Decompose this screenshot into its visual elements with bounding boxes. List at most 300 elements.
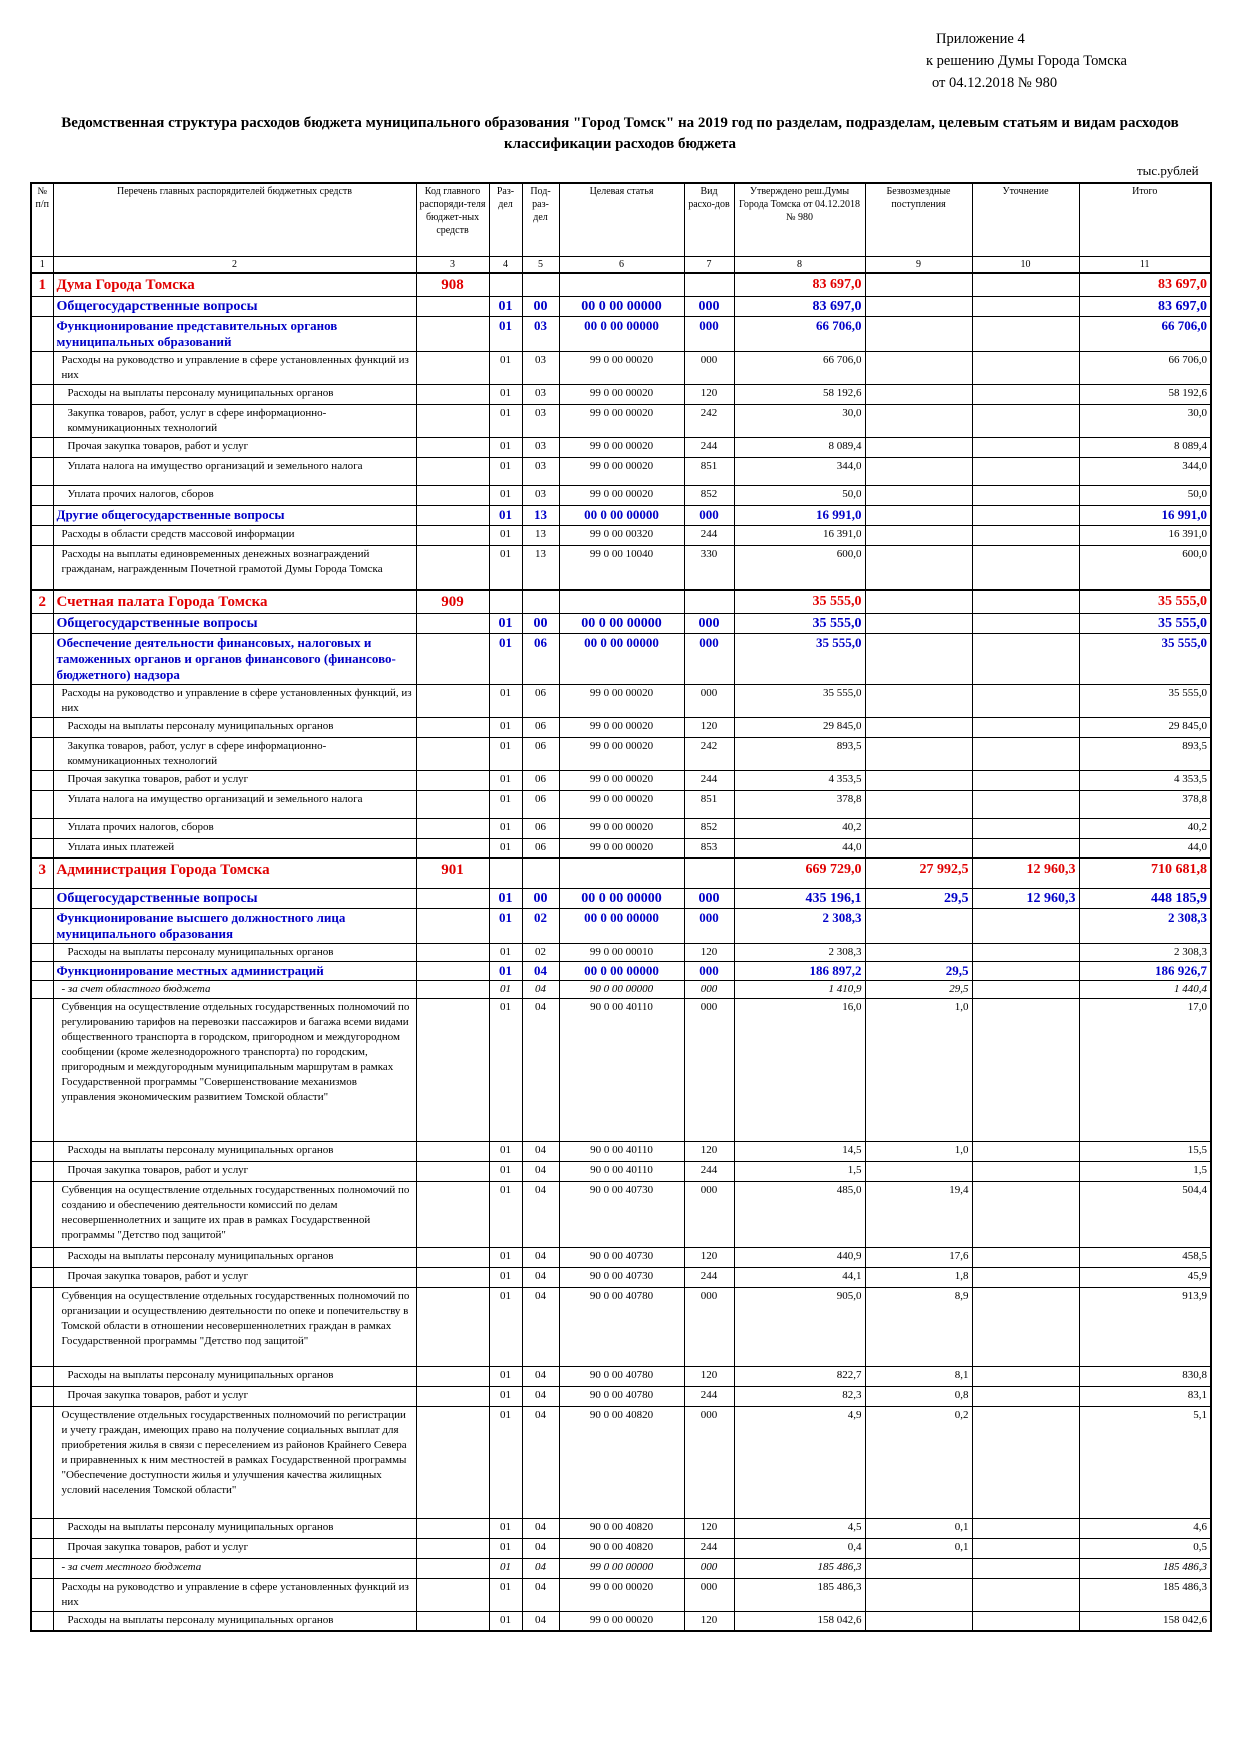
admin-code-cell <box>416 438 489 458</box>
adjustment-amount-cell: 12 960,3 <box>972 888 1079 908</box>
admin-code-cell <box>416 405 489 438</box>
table-row <box>31 908 1211 943</box>
grants-amount-cell <box>865 317 972 352</box>
expense-type-cell: 120 <box>684 1518 734 1538</box>
grants-amount-cell <box>865 737 972 770</box>
column-number: 10 <box>972 257 1079 274</box>
approved-amount-cell: 66 706,0 <box>734 317 865 352</box>
row-name-cell: - за счет областного бюджета <box>53 980 416 998</box>
table-header-row <box>31 183 1211 257</box>
grants-amount-cell <box>865 526 972 546</box>
adjustment-amount-cell <box>972 506 1079 526</box>
table-row <box>31 1406 1211 1518</box>
row-number-cell <box>31 888 53 908</box>
section-code-cell: 01 <box>489 1141 522 1161</box>
adjustment-amount-cell <box>972 273 1079 297</box>
column-number: 2 <box>53 257 416 274</box>
total-amount-cell: 29 845,0 <box>1079 717 1211 737</box>
grants-amount-cell <box>865 297 972 317</box>
column-number: 1 <box>31 257 53 274</box>
table-row <box>31 317 1211 352</box>
subsection-code-cell: 06 <box>522 717 559 737</box>
total-amount-cell: 66 706,0 <box>1079 317 1211 352</box>
table-row <box>31 737 1211 770</box>
table-row <box>31 1518 1211 1538</box>
row-name-cell: Расходы на руководство и управление в сфере установленных функций, из них <box>53 684 416 717</box>
table-row <box>31 1247 1211 1267</box>
row-number-cell <box>31 1141 53 1161</box>
total-amount-cell: 35 555,0 <box>1079 684 1211 717</box>
expense-type-cell: 851 <box>684 790 734 818</box>
approved-amount-cell: 14,5 <box>734 1141 865 1161</box>
total-amount-cell: 44,0 <box>1079 838 1211 858</box>
table-row <box>31 980 1211 998</box>
total-amount-cell: 58 192,6 <box>1079 385 1211 405</box>
adjustment-amount-cell <box>972 458 1079 486</box>
approved-amount-cell: 44,0 <box>734 838 865 858</box>
section-code-cell: 01 <box>489 613 522 633</box>
approved-amount-cell: 669 729,0 <box>734 858 865 888</box>
adjustment-amount-cell <box>972 385 1079 405</box>
approved-amount-cell: 378,8 <box>734 790 865 818</box>
header-cell: Вид расхо-дов <box>684 183 734 257</box>
grants-amount-cell: 19,4 <box>865 1181 972 1247</box>
target-article-cell <box>559 858 684 888</box>
admin-code-cell <box>416 546 489 590</box>
row-number-cell <box>31 998 53 1141</box>
total-amount-cell: 830,8 <box>1079 1366 1211 1386</box>
units-label: тыс.рублей <box>1137 163 1199 178</box>
grants-amount-cell <box>865 838 972 858</box>
target-article-cell: 00 0 00 00000 <box>559 613 684 633</box>
total-amount-cell: 8 089,4 <box>1079 438 1211 458</box>
grants-amount-cell <box>865 458 972 486</box>
table-row <box>31 438 1211 458</box>
admin-code-cell <box>416 317 489 352</box>
table-row <box>31 546 1211 590</box>
subsection-code-cell: 03 <box>522 438 559 458</box>
adjustment-amount-cell <box>972 317 1079 352</box>
row-name-cell: Расходы на выплаты персоналу муниципальных органов <box>53 1141 416 1161</box>
total-amount-cell: 158 042,6 <box>1079 1611 1211 1631</box>
grants-amount-cell: 1,8 <box>865 1267 972 1287</box>
table-row <box>31 1386 1211 1406</box>
table-row <box>31 1267 1211 1287</box>
subsection-code-cell: 04 <box>522 1247 559 1267</box>
row-number-cell <box>31 770 53 790</box>
admin-code-cell <box>416 838 489 858</box>
grants-amount-cell <box>865 385 972 405</box>
grants-amount-cell <box>865 438 972 458</box>
admin-code-cell <box>416 1141 489 1161</box>
table-row <box>31 1366 1211 1386</box>
grants-amount-cell: 29,5 <box>865 888 972 908</box>
target-article-cell: 00 0 00 00000 <box>559 297 684 317</box>
row-name-cell: Администрация Города Томска <box>53 858 416 888</box>
adjustment-amount-cell <box>972 1386 1079 1406</box>
row-name-cell: Функционирование представительных органов муниципальных образований <box>53 317 416 352</box>
grants-amount-cell <box>865 405 972 438</box>
admin-code-cell <box>416 998 489 1141</box>
table-row <box>31 1287 1211 1366</box>
target-article-cell: 00 0 00 00000 <box>559 908 684 943</box>
approved-amount-cell: 16 391,0 <box>734 526 865 546</box>
row-name-cell: Субвенция на осуществление отдельных государственных полномочий по регулированию тарифов на перевозки пассажиров и багажа всеми видами общественного транспорта в городском, пригородном и междугородном сообщении (кроме железнодорожного транспорта) по городским, пригородным и междугородным муниципальным маршрутам в рамках Государственной программы "Совершенствование механизмов управления экономическим развитием Томской области" <box>53 998 416 1141</box>
total-amount-cell: 35 555,0 <box>1079 633 1211 684</box>
row-name-cell: Функционирование высшего должностного лица муниципального образования <box>53 908 416 943</box>
target-article-cell: 90 0 00 40110 <box>559 1141 684 1161</box>
row-name-cell: Уплата налога на имущество организаций и земельного налога <box>53 458 416 486</box>
row-name-cell: Дума Города Томска <box>53 273 416 297</box>
grants-amount-cell <box>865 633 972 684</box>
total-amount-cell: 35 555,0 <box>1079 613 1211 633</box>
expense-type-cell: 000 <box>684 1578 734 1611</box>
approved-amount-cell: 186 897,2 <box>734 961 865 980</box>
section-code-cell: 01 <box>489 526 522 546</box>
expense-type-cell: 000 <box>684 317 734 352</box>
admin-code-cell <box>416 297 489 317</box>
section-code-cell: 01 <box>489 998 522 1141</box>
admin-code-cell <box>416 1287 489 1366</box>
admin-code-cell <box>416 1558 489 1578</box>
row-number-cell <box>31 1366 53 1386</box>
row-name-cell: Уплата прочих налогов, сборов <box>53 818 416 838</box>
row-name-cell: Прочая закупка товаров, работ и услуг <box>53 438 416 458</box>
total-amount-cell: 913,9 <box>1079 1287 1211 1366</box>
row-name-cell: Расходы на выплаты персоналу муниципальных органов <box>53 385 416 405</box>
table-row <box>31 1161 1211 1181</box>
row-number-cell <box>31 1538 53 1558</box>
section-code-cell: 01 <box>489 352 522 385</box>
admin-code-cell <box>416 1538 489 1558</box>
target-article-cell: 90 0 00 40820 <box>559 1518 684 1538</box>
row-name-cell: Обеспечение деятельности финансовых, налоговых и таможенных органов и органов финансового (финансово-бюджетного) надзора <box>53 633 416 684</box>
approved-amount-cell: 344,0 <box>734 458 865 486</box>
admin-code-cell <box>416 1267 489 1287</box>
grants-amount-cell <box>865 613 972 633</box>
row-name-cell: Уплата налога на имущество организаций и земельного налога <box>53 790 416 818</box>
admin-code-cell <box>416 1518 489 1538</box>
subsection-code-cell: 03 <box>522 317 559 352</box>
adjustment-amount-cell <box>972 770 1079 790</box>
grants-amount-cell <box>865 352 972 385</box>
expense-type-cell: 000 <box>684 1558 734 1578</box>
header-cell: Уточнение <box>972 183 1079 257</box>
subsection-code-cell: 06 <box>522 790 559 818</box>
adjustment-amount-cell <box>972 438 1079 458</box>
subsection-code-cell: 04 <box>522 1161 559 1181</box>
adjustment-amount-cell <box>972 1267 1079 1287</box>
subsection-code-cell: 04 <box>522 1267 559 1287</box>
row-number-cell <box>31 506 53 526</box>
row-name-cell: Субвенция на осуществление отдельных государственных полномочий по созданию и обеспечению деятельности комиссий по делам несовершеннолетних и защите их прав в рамках Государственной программы "Детство под защитой" <box>53 1181 416 1247</box>
approved-amount-cell: 158 042,6 <box>734 1611 865 1631</box>
total-amount-cell: 504,4 <box>1079 1181 1211 1247</box>
admin-code-cell: 901 <box>416 858 489 888</box>
admin-code-cell <box>416 526 489 546</box>
column-number-row <box>31 257 1211 274</box>
admin-code-cell <box>416 737 489 770</box>
subsection-code-cell: 04 <box>522 1141 559 1161</box>
grants-amount-cell <box>865 1558 972 1578</box>
target-article-cell: 99 0 00 00020 <box>559 438 684 458</box>
total-amount-cell: 83 697,0 <box>1079 297 1211 317</box>
header-cell: Раз-дел <box>489 183 522 257</box>
target-article-cell: 90 0 00 40110 <box>559 1161 684 1181</box>
subsection-code-cell: 04 <box>522 1406 559 1518</box>
adjustment-amount-cell <box>972 1161 1079 1181</box>
adjustment-amount-cell <box>972 1611 1079 1631</box>
row-name-cell: Расходы на выплаты персоналу муниципальных органов <box>53 1611 416 1631</box>
approved-amount-cell: 83 697,0 <box>734 273 865 297</box>
row-number-cell <box>31 1267 53 1287</box>
row-name-cell: Закупка товаров, работ, услуг в сфере информационно-коммуникационных технологий <box>53 737 416 770</box>
subsection-code-cell: 02 <box>522 943 559 961</box>
approved-amount-cell: 35 555,0 <box>734 590 865 614</box>
grants-amount-cell: 0,1 <box>865 1538 972 1558</box>
row-number-cell <box>31 526 53 546</box>
row-name-cell: Счетная палата Города Томска <box>53 590 416 614</box>
grants-amount-cell: 1,0 <box>865 998 972 1141</box>
expense-type-cell: 000 <box>684 1287 734 1366</box>
expense-type-cell: 852 <box>684 818 734 838</box>
target-article-cell: 00 0 00 00000 <box>559 317 684 352</box>
expense-type-cell: 244 <box>684 1538 734 1558</box>
approved-amount-cell: 50,0 <box>734 486 865 506</box>
approved-amount-cell: 29 845,0 <box>734 717 865 737</box>
appendix-line-3: от 04.12.2018 № 980 <box>932 75 1058 91</box>
expense-type-cell: 244 <box>684 1386 734 1406</box>
total-amount-cell: 185 486,3 <box>1079 1558 1211 1578</box>
approved-amount-cell: 893,5 <box>734 737 865 770</box>
table-row <box>31 1181 1211 1247</box>
target-article-cell: 99 0 00 00020 <box>559 770 684 790</box>
section-code-cell: 01 <box>489 1287 522 1366</box>
target-article-cell: 90 0 00 40730 <box>559 1247 684 1267</box>
row-name-cell: Общегосударственные вопросы <box>53 297 416 317</box>
table-row <box>31 717 1211 737</box>
row-name-cell: Расходы на выплаты единовременных денежных вознаграждений гражданам, награжденным Почетной грамотой Думы Города Томска <box>53 546 416 590</box>
approved-amount-cell: 66 706,0 <box>734 352 865 385</box>
approved-amount-cell: 58 192,6 <box>734 385 865 405</box>
grants-amount-cell: 27 992,5 <box>865 858 972 888</box>
approved-amount-cell: 8 089,4 <box>734 438 865 458</box>
target-article-cell: 00 0 00 00000 <box>559 961 684 980</box>
target-article-cell: 99 0 00 00000 <box>559 1558 684 1578</box>
adjustment-amount-cell: 12 960,3 <box>972 858 1079 888</box>
adjustment-amount-cell <box>972 1538 1079 1558</box>
target-article-cell: 90 0 00 40780 <box>559 1366 684 1386</box>
target-article-cell: 90 0 00 40820 <box>559 1538 684 1558</box>
adjustment-amount-cell <box>972 818 1079 838</box>
row-number-cell <box>31 980 53 998</box>
subsection-code-cell: 06 <box>522 818 559 838</box>
column-number: 7 <box>684 257 734 274</box>
expense-type-cell: 851 <box>684 458 734 486</box>
approved-amount-cell: 35 555,0 <box>734 633 865 684</box>
row-number-cell <box>31 1406 53 1518</box>
subsection-code-cell: 04 <box>522 1558 559 1578</box>
approved-amount-cell: 4 353,5 <box>734 770 865 790</box>
approved-amount-cell: 1 410,9 <box>734 980 865 998</box>
approved-amount-cell: 1,5 <box>734 1161 865 1181</box>
target-article-cell: 99 0 00 00020 <box>559 717 684 737</box>
appendix-note <box>926 28 1127 94</box>
total-amount-cell: 16 391,0 <box>1079 526 1211 546</box>
row-number-cell <box>31 317 53 352</box>
total-amount-cell: 16 991,0 <box>1079 506 1211 526</box>
expense-type-cell: 120 <box>684 943 734 961</box>
approved-amount-cell: 35 555,0 <box>734 684 865 717</box>
section-code-cell: 01 <box>489 770 522 790</box>
row-name-cell: Расходы на выплаты персоналу муниципальных органов <box>53 717 416 737</box>
total-amount-cell: 378,8 <box>1079 790 1211 818</box>
target-article-cell: 90 0 00 40820 <box>559 1406 684 1518</box>
document-title: Ведомственная структура расходов бюджета муниципального образования "Город Томск" на 2019 год по разделам, подразделам, целевым статьям и видам расходов классификации расходов бюджета <box>61 115 1179 152</box>
total-amount-cell: 40,2 <box>1079 818 1211 838</box>
total-amount-cell: 35 555,0 <box>1079 590 1211 614</box>
section-code-cell <box>489 590 522 614</box>
table-row <box>31 1538 1211 1558</box>
row-number-cell: 1 <box>31 273 53 297</box>
header-cell: Безвозмездные поступления <box>865 183 972 257</box>
subsection-code-cell: 13 <box>522 506 559 526</box>
table-row <box>31 943 1211 961</box>
target-article-cell: 90 0 00 40110 <box>559 998 684 1141</box>
header-cell: № п/п <box>31 183 53 257</box>
adjustment-amount-cell <box>972 633 1079 684</box>
adjustment-amount-cell <box>972 1578 1079 1611</box>
table-row <box>31 486 1211 506</box>
table-row <box>31 858 1211 888</box>
section-code-cell: 01 <box>489 546 522 590</box>
target-article-cell: 00 0 00 00000 <box>559 888 684 908</box>
row-number-cell <box>31 717 53 737</box>
column-number: 11 <box>1079 257 1211 274</box>
row-number-cell <box>31 1181 53 1247</box>
table-row <box>31 998 1211 1141</box>
expense-type-cell: 244 <box>684 526 734 546</box>
subsection-code-cell: 04 <box>522 1578 559 1611</box>
section-code-cell: 01 <box>489 1366 522 1386</box>
row-name-cell: Расходы на выплаты персоналу муниципальных органов <box>53 943 416 961</box>
adjustment-amount-cell <box>972 980 1079 998</box>
subsection-code-cell: 04 <box>522 1538 559 1558</box>
total-amount-cell: 344,0 <box>1079 458 1211 486</box>
subsection-code-cell: 04 <box>522 1611 559 1631</box>
grants-amount-cell: 29,5 <box>865 961 972 980</box>
total-amount-cell: 600,0 <box>1079 546 1211 590</box>
table-row <box>31 385 1211 405</box>
adjustment-amount-cell <box>972 838 1079 858</box>
admin-code-cell <box>416 1611 489 1631</box>
section-code-cell <box>489 273 522 297</box>
target-article-cell: 99 0 00 00020 <box>559 352 684 385</box>
target-article-cell <box>559 273 684 297</box>
approved-amount-cell: 185 486,3 <box>734 1558 865 1578</box>
expense-type-cell: 000 <box>684 961 734 980</box>
expense-type-cell: 000 <box>684 1181 734 1247</box>
target-article-cell: 90 0 00 40780 <box>559 1287 684 1366</box>
expense-type-cell: 330 <box>684 546 734 590</box>
admin-code-cell <box>416 980 489 998</box>
approved-amount-cell: 44,1 <box>734 1267 865 1287</box>
target-article-cell: 99 0 00 00010 <box>559 943 684 961</box>
expense-type-cell: 120 <box>684 1247 734 1267</box>
row-name-cell: Другие общегосударственные вопросы <box>53 506 416 526</box>
row-number-cell <box>31 1518 53 1538</box>
approved-amount-cell: 35 555,0 <box>734 613 865 633</box>
target-article-cell: 99 0 00 00020 <box>559 790 684 818</box>
grants-amount-cell <box>865 684 972 717</box>
adjustment-amount-cell <box>972 613 1079 633</box>
approved-amount-cell: 30,0 <box>734 405 865 438</box>
table-row <box>31 273 1211 297</box>
subsection-code-cell <box>522 858 559 888</box>
target-article-cell: 99 0 00 00020 <box>559 737 684 770</box>
approved-amount-cell: 4,5 <box>734 1518 865 1538</box>
header-cell: Под-раз-дел <box>522 183 559 257</box>
admin-code-cell <box>416 818 489 838</box>
row-name-cell: Общегосударственные вопросы <box>53 613 416 633</box>
target-article-cell: 99 0 00 00320 <box>559 526 684 546</box>
adjustment-amount-cell <box>972 1558 1079 1578</box>
row-name-cell: Общегосударственные вопросы <box>53 888 416 908</box>
subsection-code-cell <box>522 590 559 614</box>
expense-type-cell: 244 <box>684 438 734 458</box>
row-number-cell: 3 <box>31 858 53 888</box>
total-amount-cell: 186 926,7 <box>1079 961 1211 980</box>
admin-code-cell <box>416 1181 489 1247</box>
table-row <box>31 770 1211 790</box>
budget-table-body <box>31 273 1211 1631</box>
grants-amount-cell: 29,5 <box>865 980 972 998</box>
adjustment-amount-cell <box>972 737 1079 770</box>
row-name-cell: Прочая закупка товаров, работ и услуг <box>53 1538 416 1558</box>
section-code-cell: 01 <box>489 943 522 961</box>
row-name-cell: Прочая закупка товаров, работ и услуг <box>53 1386 416 1406</box>
admin-code-cell <box>416 352 489 385</box>
target-article-cell: 90 0 00 00000 <box>559 980 684 998</box>
total-amount-cell: 458,5 <box>1079 1247 1211 1267</box>
grants-amount-cell: 8,1 <box>865 1366 972 1386</box>
expense-type-cell <box>684 858 734 888</box>
target-article-cell: 99 0 00 00020 <box>559 458 684 486</box>
row-number-cell <box>31 1578 53 1611</box>
target-article-cell: 90 0 00 40780 <box>559 1386 684 1406</box>
adjustment-amount-cell <box>972 943 1079 961</box>
table-row <box>31 1141 1211 1161</box>
adjustment-amount-cell <box>972 590 1079 614</box>
section-code-cell: 01 <box>489 1611 522 1631</box>
expense-type-cell: 853 <box>684 838 734 858</box>
table-row <box>31 684 1211 717</box>
target-article-cell: 99 0 00 00020 <box>559 1611 684 1631</box>
expense-type-cell: 000 <box>684 684 734 717</box>
column-number: 5 <box>522 257 559 274</box>
grants-amount-cell: 8,9 <box>865 1287 972 1366</box>
table-row <box>31 458 1211 486</box>
total-amount-cell: 2 308,3 <box>1079 943 1211 961</box>
approved-amount-cell: 16,0 <box>734 998 865 1141</box>
total-amount-cell: 0,5 <box>1079 1538 1211 1558</box>
row-number-cell <box>31 790 53 818</box>
expense-type-cell: 242 <box>684 737 734 770</box>
section-code-cell: 01 <box>489 737 522 770</box>
table-row <box>31 405 1211 438</box>
budget-table <box>30 182 1212 1632</box>
row-name-cell: Расходы на выплаты персоналу муниципальных органов <box>53 1247 416 1267</box>
